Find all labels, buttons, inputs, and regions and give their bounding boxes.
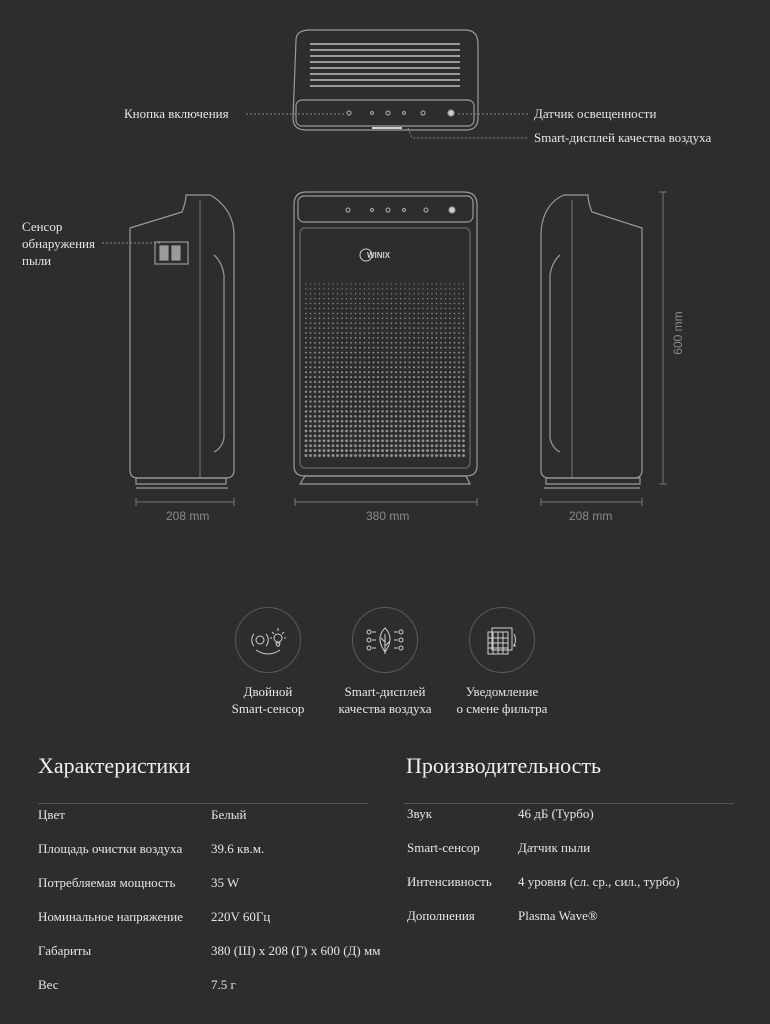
feature-label-line: о смене фильтра (456, 701, 548, 716)
callout-leaders (102, 114, 528, 243)
dust-sensor-callout-line: Сенсор (22, 219, 63, 234)
feature-dual-sensor (203, 607, 333, 717)
feature-filter-alert (437, 607, 567, 717)
dimension-height: 600 mm (671, 311, 685, 355)
specs-row-key: Площадь очистки воздуха (38, 841, 183, 856)
dimension-lines (136, 192, 667, 506)
performance-row-value: Plasma Wave® (518, 908, 598, 923)
performance-row-key: Интенсивность (407, 874, 492, 889)
feature-label-line: качества воздуха (338, 701, 432, 716)
power-button-callout: Кнопка включения (124, 106, 229, 121)
dust-sensor-callout-line: обнаружения (22, 236, 95, 251)
leaf-display-icon (352, 607, 418, 673)
specs-row-value: 39.6 кв.м. (211, 841, 265, 856)
dimension-left-depth: 208 mm (166, 509, 210, 523)
feature-smart-display (320, 607, 450, 717)
right-side-view (541, 195, 642, 488)
left-side-view (130, 195, 234, 488)
front-grille (305, 283, 465, 457)
brand-logo: WINIX (367, 251, 391, 260)
dual-sensor-icon (235, 607, 301, 673)
performance-row-key: Smart-сенсор (407, 840, 480, 855)
performance-row-key: Звук (407, 806, 433, 821)
specs-row-key: Цвет (38, 807, 65, 822)
feature-label-line: Уведомление (465, 684, 539, 699)
performance-title: Производительность (406, 753, 602, 778)
performance-row-value: 46 дБ (Турбо) (518, 806, 594, 821)
filter-icon (469, 607, 535, 673)
smart-display-callout: Smart-дисплей качества воздуха (534, 130, 712, 145)
feature-label-line: Smart-дисплей (344, 684, 426, 699)
light-sensor-callout: Датчик освещенности (534, 106, 657, 121)
specs-title: Характеристики (38, 753, 191, 778)
feature-label-line: Smart-сенсор (231, 701, 305, 716)
specs-row-key: Номинальное напряжение (38, 909, 183, 924)
feature-label-line: Двойной (243, 684, 293, 699)
performance-row-value: Датчик пыли (518, 840, 591, 855)
performance-row-key: Дополнения (407, 908, 475, 923)
specs-row-key: Вес (38, 977, 59, 992)
specs-row-key: Потребляемая мощность (38, 875, 176, 890)
dimension-front-width: 380 mm (366, 509, 410, 523)
specs-row-value: 220V 60Гц (211, 909, 271, 924)
specs-row-value: 35 W (211, 875, 240, 890)
dimension-right-depth: 208 mm (569, 509, 613, 523)
performance-row-value: 4 уровня (сл. ср., сил., турбо) (518, 874, 680, 889)
dust-sensor-callout (22, 218, 112, 269)
specs-row-key: Габариты (38, 943, 92, 958)
specs-row-value: 7.5 г (211, 977, 236, 992)
performance-divider (404, 803, 734, 804)
top-view (293, 30, 478, 130)
dust-sensor-callout-line: пыли (22, 253, 52, 268)
specs-row-value: 380 (Ш) x 208 (Г) x 600 (Д) мм (211, 943, 381, 958)
specs-row-value: Белый (211, 807, 247, 822)
specs-divider (38, 803, 368, 804)
